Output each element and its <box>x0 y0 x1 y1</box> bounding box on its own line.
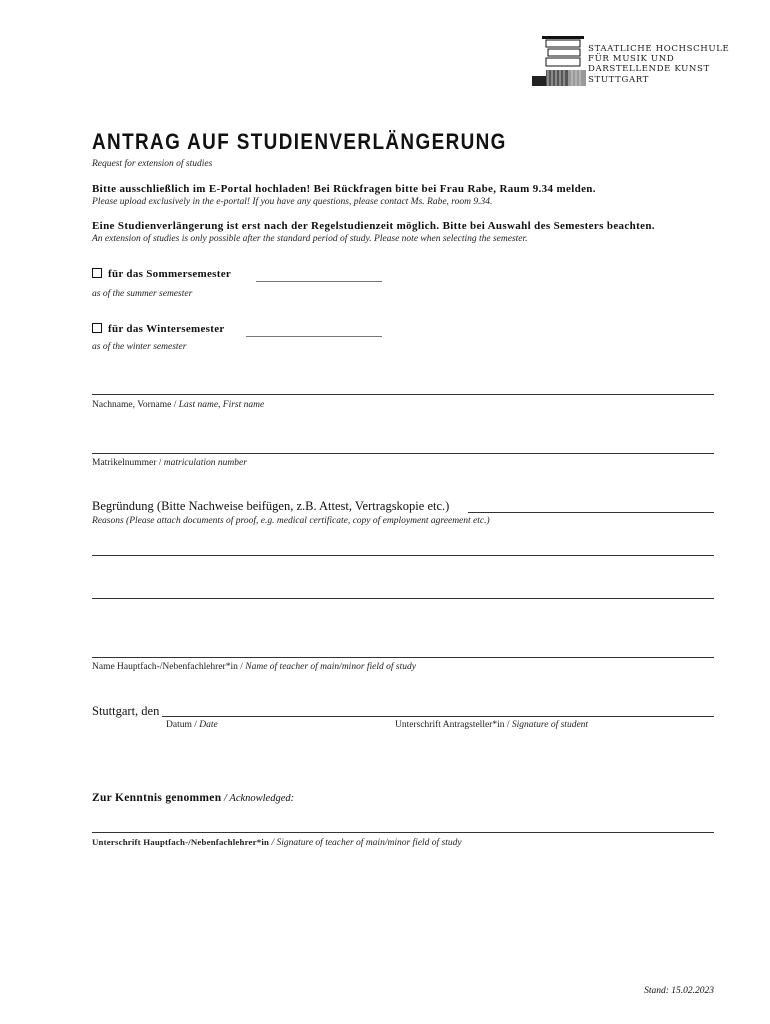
teacher-signature-input-line[interactable] <box>92 832 714 833</box>
logo-capital <box>542 36 584 39</box>
reason-input-line-3[interactable] <box>92 598 714 599</box>
document-date: Stand: 15.02.2023 <box>644 986 714 996</box>
summer-semester-label: für das Sommersemester <box>108 268 232 280</box>
matriculation-input-line[interactable] <box>92 453 714 454</box>
logo-base-light <box>568 70 586 86</box>
student-signature-label: Unterschrift Antragsteller*in / Signature of student <box>395 720 589 730</box>
reason-input-line-1[interactable] <box>468 512 714 513</box>
winter-semester-label: für das Wintersemester <box>108 323 225 335</box>
winter-semester-input-line[interactable] <box>246 336 382 337</box>
logo-block-3 <box>546 58 580 66</box>
logo-base-dark <box>532 76 546 86</box>
form-title: ANTRAG AUF STUDIENVERLÄNGERUNG <box>92 129 507 154</box>
name-label: Nachname, Vorname / Last name, First name <box>92 400 265 410</box>
notice-upload-en: Please upload exclusively in the e-portal! If you have any questions, please contact Ms. Rabe, room 9.34. <box>92 197 493 207</box>
reason-label-en: Reasons (Please attach documents of proof, e.g. medical certificate, copy of employment agreement etc.) <box>92 516 490 526</box>
acknowledged-label: Zur Kenntnis genommen / Acknowledged: <box>92 792 295 804</box>
teacher-signature-label: Unterschrift Hauptfach-/Nebenfachlehrer*in / Signature of teacher of main/minor field of study <box>92 837 462 848</box>
summer-semester-label-en: as of the summer semester <box>92 289 193 299</box>
reason-input-line-2[interactable] <box>92 555 714 556</box>
summer-semester-checkbox[interactable] <box>92 268 102 278</box>
logo-block-1 <box>546 40 580 47</box>
date-label: Datum / Date <box>166 720 218 730</box>
notice-upload-de: Bitte ausschließlich im E-Portal hochladen! Bei Rückfragen bitte bei Frau Rabe, Raum 9.34 melden. <box>92 183 596 195</box>
teacher-label: Name Hauptfach-/Nebenfachlehrer*in / Name of teacher of main/minor field of study <box>92 662 416 672</box>
winter-semester-label-en: as of the winter semester <box>92 342 187 352</box>
date-signature-input-line[interactable] <box>162 716 714 717</box>
teacher-input-line[interactable] <box>92 657 714 658</box>
winter-semester-checkbox[interactable] <box>92 323 102 333</box>
place-date-label: Stuttgart, den <box>92 704 160 718</box>
form-subtitle: Request for extension of studies <box>92 159 213 169</box>
name-input-line[interactable] <box>92 394 714 395</box>
notice-period-de: Eine Studienverlängerung ist erst nach der Regelstudienzeit möglich. Bitte bei Auswahl des Semesters beachten. <box>92 220 655 232</box>
reason-label: Begründung (Bitte Nachweise beifügen, z.B. Attest, Vertragskopie etc.) <box>92 499 450 513</box>
institution-name: STAATLICHE HOCHSCHULE FÜR MUSIK UND DARSTELLENDE KUNST STUTTGART <box>588 44 730 85</box>
summer-semester-input-line[interactable] <box>256 281 382 282</box>
logo-block-2 <box>548 49 580 56</box>
logo-base-mid <box>546 70 568 86</box>
notice-period-en: An extension of studies is only possible after the standard period of study. Please note when selecting the semester. <box>92 234 528 244</box>
matriculation-label: Matrikelnummer / matriculation number <box>92 458 247 468</box>
